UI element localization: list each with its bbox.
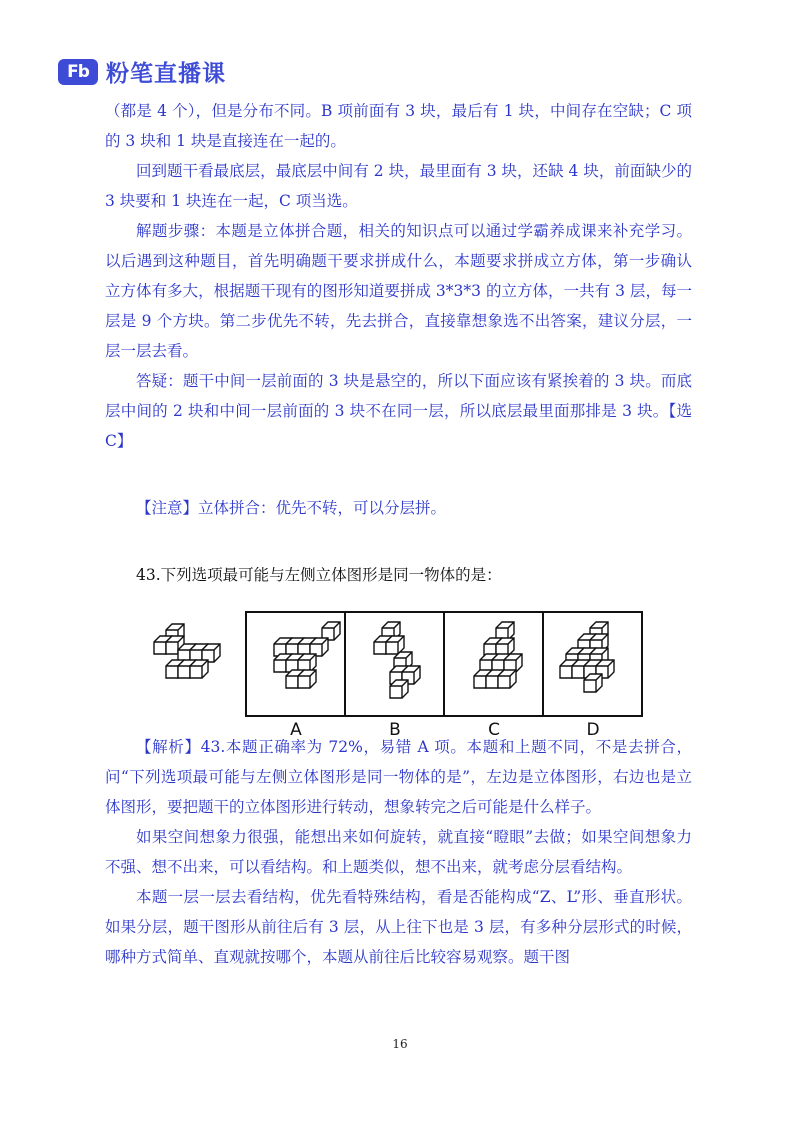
option-label-b: B (389, 720, 401, 740)
brand-name: 粉笔直播课 (106, 61, 226, 87)
fenbi-logo (58, 59, 98, 85)
option-a-shape (274, 622, 340, 688)
logo-text: Fb (67, 61, 89, 82)
paragraph-3: 解题步骤：本题是立体拼合题，相关的知识点可以通过学霸养成课来补充学习。以后遇到这种题目，首先明确题干要求拼成什么，本题要求拼成立方体，第一步确认立方体有多大，根据题干现有的图形知道要拼成 3*3*3 的立方体，一共有 3 层，每一层是 9 个方块。第二步优先不转，先去拼合，直接靠想象选不出答案，建议分层，一层一层去看。 (105, 222, 692, 360)
question-43: 43.下列选项最可能与左侧立体图形是同一物体的是： (136, 566, 502, 584)
note: 【注意】立体拼合：优先不转，可以分层拼。 (136, 499, 447, 517)
option-label-d: D (586, 720, 600, 740)
option-c-shape (474, 622, 522, 688)
paragraph-7: 本题一层一层去看结构，优先看特殊结构，看是否能构成“Z、L”形、垂直形状。如果分层，题干图形从前往后有 3 层，从上往下也是 3 层，有多种分层形式的时候，哪种方式简单、直观就按哪个，本题从前往后比较容易观察。题干图 (105, 888, 692, 966)
document-body (105, 96, 692, 972)
cube-figure (144, 608, 644, 740)
header (58, 55, 226, 88)
paragraph-4: 答疑：题干中间一层前面的 3 块是悬空的，所以下面应该有紧挨着的 3 块。而底层中间的 2 块和中间一层前面的 3 块不在同一层，所以底层最里面那排是 3 块。【选 C】 (105, 372, 692, 450)
option-label-c: C (488, 720, 500, 740)
page-number: 16 (392, 1037, 408, 1051)
option-d-shape (560, 622, 614, 692)
stem-shape (154, 624, 220, 678)
paragraph-6: 如果空间想象力很强，能想出来如何旋转，就直接“瞪眼”去做；如果空间想象力不强、想不出来，可以看结构。和上题类似，想不出来，就考虑分层看结构。 (105, 828, 692, 876)
paragraph-1: （都是 4 个），但是分布不同。B 项前面有 3 块，最后有 1 块，中间存在空缺；C 项的 3 块和 1 块是直接连在一起的。 (105, 102, 692, 150)
analysis-paragraph: 【解析】43.本题正确率为 72%，易错 A 项。本题和上题不同，不是去拼合，问“下列选项最可能与左侧立体图形是同一物体的是”，左边是立体图形，右边也是立体图形，要把题干的立体图形进行转动，想象转完之后可能是什么样子。 (105, 738, 692, 816)
paragraph-2: 回到题干看最底层，最底层中间有 2 块，最里面有 3 块，还缺 4 块，前面缺少的 3 块要和 1 块连在一起，C 项当选。 (105, 162, 692, 210)
option-b-shape (374, 622, 420, 698)
option-label-a: A (290, 720, 302, 740)
